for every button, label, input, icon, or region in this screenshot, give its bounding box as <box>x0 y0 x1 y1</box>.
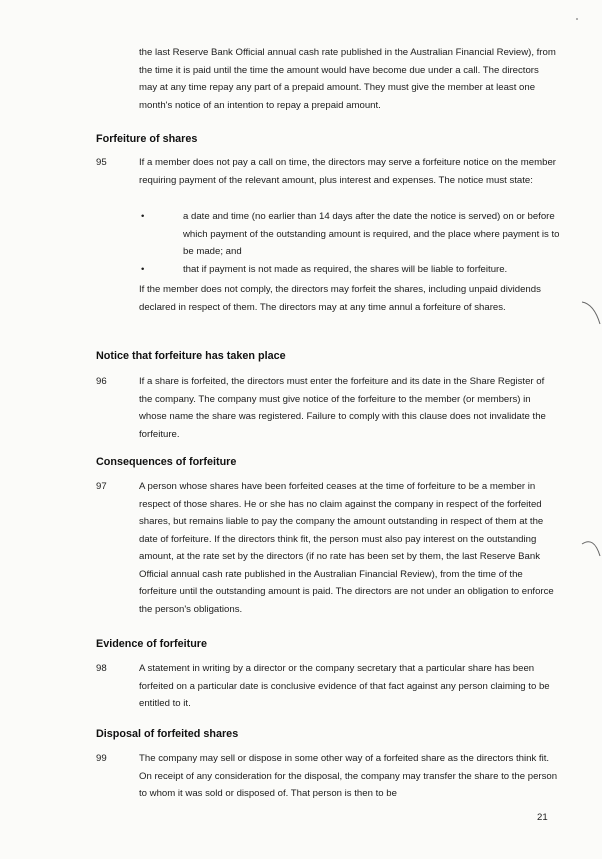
clause-number-95: 95 <box>96 157 107 168</box>
section-heading-96: Notice that forfeiture has taken place <box>96 350 286 362</box>
scan-mark-lower <box>580 530 602 560</box>
section-heading-97: Consequences of forfeiture <box>96 456 237 468</box>
clause-98-paragraph: A statement in writing by a director or the company secretary that a particular share has been forfeited on a particular date is conclusive evidence of that fact against any person claiming to be entitled to it. <box>139 663 550 709</box>
clause-95-paragraph: If a member does not pay a call on time, the directors may serve a forfeiture notice on the member requiring payment of the relevant amount, plus interest and expenses. The notice must state: <box>139 157 556 186</box>
intro-paragraph: the last Reserve Bank Official annual cash rate published in the Australian Financial Review), from the time it is paid until the time the amount would have become due under a call. The directors may at any time repay any part of a prepaid amount. They must give the member at least one month's notice of an intention to repay a prepaid amount. <box>139 47 556 111</box>
clause-99-paragraph: The company may sell or dispose in some other way of a forfeited share as the directors think fit. On receipt of any consideration for the disposal, the company may transfer the share to the person to whom it was sold or disposed of. That person is then to be <box>139 753 558 799</box>
clause-95-bullet-2: that if payment is not made as required, the shares will be liable to forfeiture. <box>183 264 508 275</box>
clause-96-paragraph: If a share is forfeited, the directors must enter the forfeiture and its date in the Share Register of the company. The company must give notice of the forfeiture to the member (or members) in whose name the share was registered. Failure to comply with this clause does not invalidate the forfeiture. <box>139 376 546 440</box>
scan-mark-top <box>574 16 580 22</box>
clause-number-96: 96 <box>96 376 107 387</box>
clause-95-paragraph-2: If the member does not comply, the directors may forfeit the shares, including unpaid dividends declared in respect of them. The directors may at any time annul a forfeiture of shares. <box>139 284 541 313</box>
scan-mark-middle <box>580 298 602 326</box>
clause-number-98: 98 <box>96 663 107 674</box>
clause-95-bullet-1: a date and time (no earlier than 14 days after the date the notice is served) on or before which payment of the outstanding amount is required, and the place where payment is to be made; and <box>183 211 560 257</box>
section-heading-95: Forfeiture of shares <box>96 133 198 145</box>
clause-97-paragraph: A person whose shares have been forfeited ceases at the time of forfeiture to be a member in respect of those shares. He or she has no claim against the company in respect of the forfeited shares, but remains liable to pay the company the amount outstanding in respect of them at the date of forfeiture. If the directors think fit, the person must also pay interest on the outstanding amount, at the rate set by the directors (if no rate has been set by them, the last Reserve Bank Official annual cash rate published in the Australian Financial Review), from the time of the forfeiture until the outstanding amount is paid. The directors are not under an obligation to enforce the person's obligations. <box>139 481 554 615</box>
bullet-marker: • <box>141 211 145 222</box>
section-heading-99: Disposal of forfeited shares <box>96 728 239 740</box>
clause-number-97: 97 <box>96 481 107 492</box>
clause-number-99: 99 <box>96 753 107 764</box>
bullet-marker: • <box>141 264 145 275</box>
section-heading-98: Evidence of forfeiture <box>96 638 207 650</box>
page-number: 21 <box>537 812 548 823</box>
